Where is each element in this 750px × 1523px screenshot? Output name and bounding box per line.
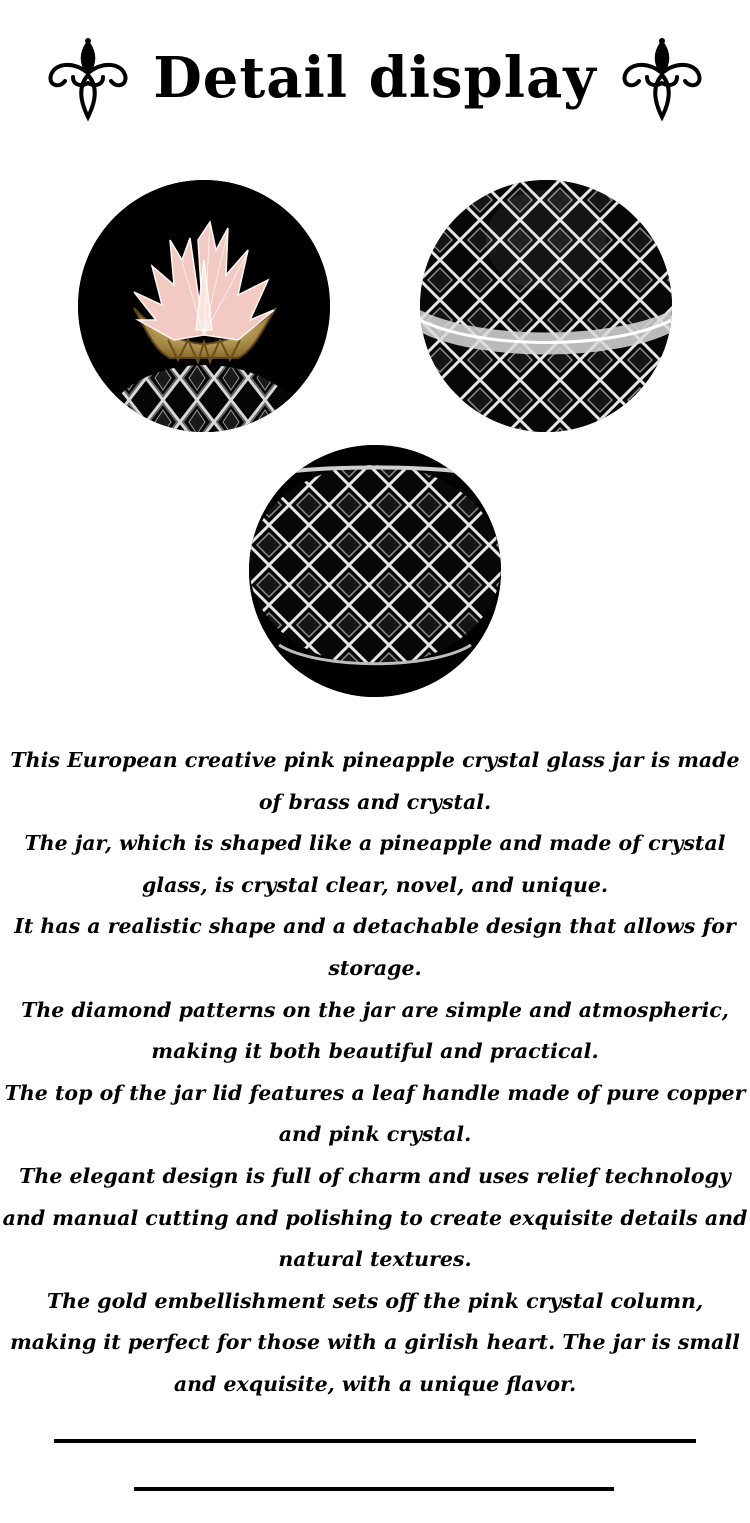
description-paragraph: It has a realistic shape and a detachable design that allows for storage.: [14, 914, 736, 980]
pineapple-lid-detail-photo: [78, 180, 330, 432]
crystal-jar-base-detail-photo: [249, 445, 501, 697]
description-paragraph: The diamond patterns on the jar are simple and atmospheric, making it both beautiful and practical.: [21, 997, 729, 1064]
description-paragraph: This European creative pink pineapple crystal glass jar is made of brass and crystal.: [10, 748, 740, 814]
fleur-de-lis-left-icon: [43, 33, 133, 123]
crystal-lid-rim-detail-photo: [420, 180, 672, 432]
description-paragraph: The gold embellishment sets off the pink crystal column, making it perfect for those with a girlish heart. The jar is small and exquisite, with a unique flavor.: [10, 1288, 740, 1396]
divider-long: [54, 1439, 696, 1443]
page-header: [0, 30, 750, 125]
page-title: Detail display: [153, 44, 597, 111]
product-description: [0, 740, 750, 1406]
divider-short: [134, 1487, 614, 1491]
fleur-de-lis-right-icon: [617, 33, 707, 123]
description-paragraph: The elegant design is full of charm and uses relief technology and manual cutting and polishing to create exquisite details and natural textures.: [2, 1163, 748, 1272]
description-paragraph: The jar, which is shaped like a pineapple and made of crystal glass, is crystal clear, novel, and unique.: [24, 831, 726, 897]
description-paragraph: The top of the jar lid features a leaf handle made of pure copper and pink crystal.: [4, 1080, 746, 1147]
